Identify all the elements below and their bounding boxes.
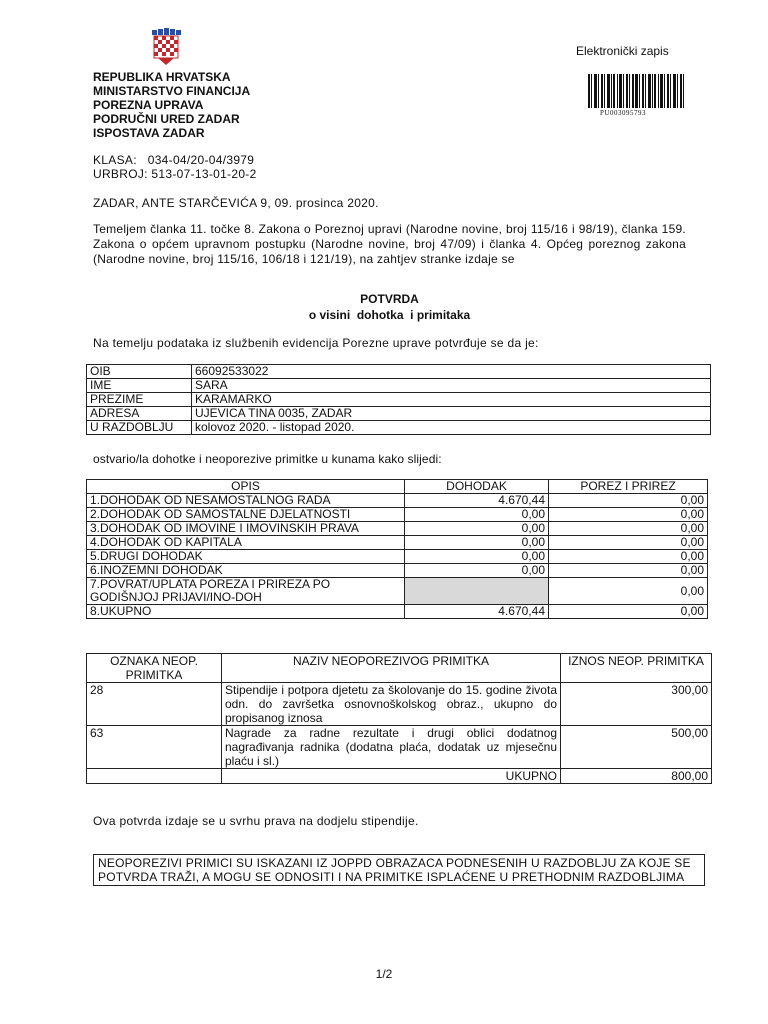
person-value: 66092533022 — [192, 365, 711, 379]
income-porez: 0,00 — [549, 564, 708, 578]
table-header-row — [87, 480, 708, 494]
person-key: OIB — [87, 365, 192, 379]
place-date: ZADAR, ANTE STARČEVIĆA 9, 09. prosinca 2020. — [93, 196, 379, 210]
issuer-line: POREZNA UPRAVA — [93, 98, 204, 112]
income-intro: ostvario/la dohotke i neoporezive primitke u kunama kako slijedi: — [93, 452, 442, 466]
table-row — [87, 578, 708, 605]
person-key: PREZIME — [87, 393, 192, 407]
table-row — [87, 365, 711, 379]
col-header-name: NAZIV NEOPOREZIVOG PRIMITKA — [222, 654, 561, 683]
nontax-code — [87, 769, 222, 784]
person-value: UJEVICA TINA 0035, ZADAR — [192, 407, 711, 421]
barcode-number: PU003095793 — [600, 109, 646, 117]
income-dohodak: 4.670,44 — [405, 605, 549, 619]
nontax-amount: 300,00 — [561, 683, 712, 726]
col-header-code: OZNAKA NEOP. PRIMITKA — [87, 654, 222, 683]
person-table — [86, 364, 711, 435]
coat-of-arms-icon — [150, 28, 182, 66]
nontax-total-label: UKUPNO — [222, 769, 561, 784]
electronic-record-label: Elektronički zapis — [576, 44, 669, 58]
income-opis: 7.POVRAT/UPLATA POREZA I PRIREZA PO GODIŠNJOJ PRIJAVI/INO-DOH — [87, 578, 405, 605]
income-porez: 0,00 — [549, 578, 708, 605]
income-porez: 0,00 — [549, 522, 708, 536]
income-dohodak: 0,00 — [405, 550, 549, 564]
person-key: ADRESA — [87, 407, 192, 421]
table-row — [87, 564, 708, 578]
urbroj-line: URBROJ: 513-07-13-01-20-2 — [93, 167, 257, 181]
income-porez: 0,00 — [549, 508, 708, 522]
klasa-line: KLASA: 034-04/20-04/3979 — [93, 153, 255, 167]
income-opis: 1.DOHODAK OD NESAMOSTALNOG RADA — [87, 494, 405, 508]
issuer-block — [93, 70, 250, 140]
table-row — [87, 508, 708, 522]
legal-basis-paragraph: Temeljem članka 11. točke 8. Zakona o Poreznoj upravi (Narodne novine, broj 115/16 i 98/19), članka 159. Zakona o općem upravnom postupku (Narodne novine, broj 47/09) i članka 4. Općeg poreznog zakona (Narodne novine, broj 115/16, 106/18 i 121/19), na zahtjev stranke izdaje se — [93, 222, 686, 266]
document-title: POTVRDA — [360, 292, 419, 306]
income-porez: 0,00 — [549, 550, 708, 564]
page-number: 1/2 — [375, 967, 393, 981]
note-box: NEOPOREZIVI PRIMICI SU ISKAZANI IZ JOPPD OBRAZACA PODNESENIH U RAZDOBLJU ZA KOJE SE POTVRDA TRAŽI, A MOGU SE ODNOSITI I NA PRIMITKE ISPLAĆENE U PRETHODNIM RAZDOBLJIMA — [93, 854, 705, 886]
person-key: IME — [87, 379, 192, 393]
person-value: kolovoz 2020. - listopad 2020. — [192, 421, 711, 435]
income-dohodak — [405, 578, 549, 605]
nontax-amount: 500,00 — [561, 726, 712, 769]
document-subtitle: o visini dohotka i primitaka — [308, 308, 471, 322]
table-row — [87, 769, 712, 784]
income-dohodak: 4.670,44 — [405, 494, 549, 508]
person-value: KARAMARKO — [192, 393, 711, 407]
person-key: U RAZDOBLJU — [87, 421, 192, 435]
col-header-dohodak: DOHODAK — [405, 480, 549, 494]
table-row — [87, 393, 711, 407]
income-opis: 4.DOHODAK OD KAPITALA — [87, 536, 405, 550]
table-row — [87, 421, 711, 435]
col-header-opis: OPIS — [87, 480, 405, 494]
nontaxable-table — [86, 653, 712, 784]
nontax-code: 63 — [87, 726, 222, 769]
person-value: SARA — [192, 379, 711, 393]
income-opis: 3.DOHODAK OD IMOVINE I IMOVINSKIH PRAVA — [87, 522, 405, 536]
table-row — [87, 379, 711, 393]
purpose-text: Ova potvrda izdaje se u svrhu prava na dodjelu stipendije. — [93, 814, 419, 828]
issuer-line: MINISTARSTVO FINANCIJA — [93, 84, 251, 98]
barcode-icon — [588, 74, 684, 108]
table-row — [87, 683, 712, 726]
intro-text: Na temelju podataka iz službenih evidencija Porezne uprave potvrđuje se da je: — [93, 336, 539, 350]
income-opis: 2.DOHODAK OD SAMOSTALNE DJELATNOSTI — [87, 508, 405, 522]
table-row — [87, 494, 708, 508]
table-row — [87, 550, 708, 564]
income-table — [86, 479, 708, 619]
nontax-name: Nagrade za radne rezultate i drugi oblici dodatnog nagrađivanja radnika (dodatna plaća, dodatak uz mjesečnu plaću i sl.) — [222, 726, 561, 769]
income-opis: 5.DRUGI DOHODAK — [87, 550, 405, 564]
table-row — [87, 605, 708, 619]
nontax-name: Stipendije i potpora djetetu za školovanje do 15. godine života odn. do završetka osnovnoškolskog obraz., ukupno do propisanog iznosa — [222, 683, 561, 726]
table-row — [87, 726, 712, 769]
income-opis: 6.INOZEMNI DOHODAK — [87, 564, 405, 578]
table-row — [87, 407, 711, 421]
income-porez: 0,00 — [549, 494, 708, 508]
col-header-amount: IZNOS NEOP. PRIMITKA — [561, 654, 712, 683]
table-row — [87, 536, 708, 550]
issuer-line: ISPOSTAVA ZADAR — [93, 126, 205, 140]
income-opis: 8.UKUPNO — [87, 605, 405, 619]
income-dohodak: 0,00 — [405, 536, 549, 550]
nontax-total-value: 800,00 — [561, 769, 712, 784]
issuer-line: PODRUČNI URED ZADAR — [93, 112, 240, 126]
income-porez: 0,00 — [549, 605, 708, 619]
col-header-porez: POREZ I PRIREZ — [549, 480, 708, 494]
income-dohodak: 0,00 — [405, 522, 549, 536]
income-dohodak: 0,00 — [405, 564, 549, 578]
income-dohodak: 0,00 — [405, 508, 549, 522]
table-row — [87, 522, 708, 536]
nontax-code: 28 — [87, 683, 222, 726]
table-header-row — [87, 654, 712, 683]
reference-block — [93, 153, 257, 181]
issuer-line: REPUBLIKA HRVATSKA — [93, 70, 231, 84]
income-porez: 0,00 — [549, 536, 708, 550]
